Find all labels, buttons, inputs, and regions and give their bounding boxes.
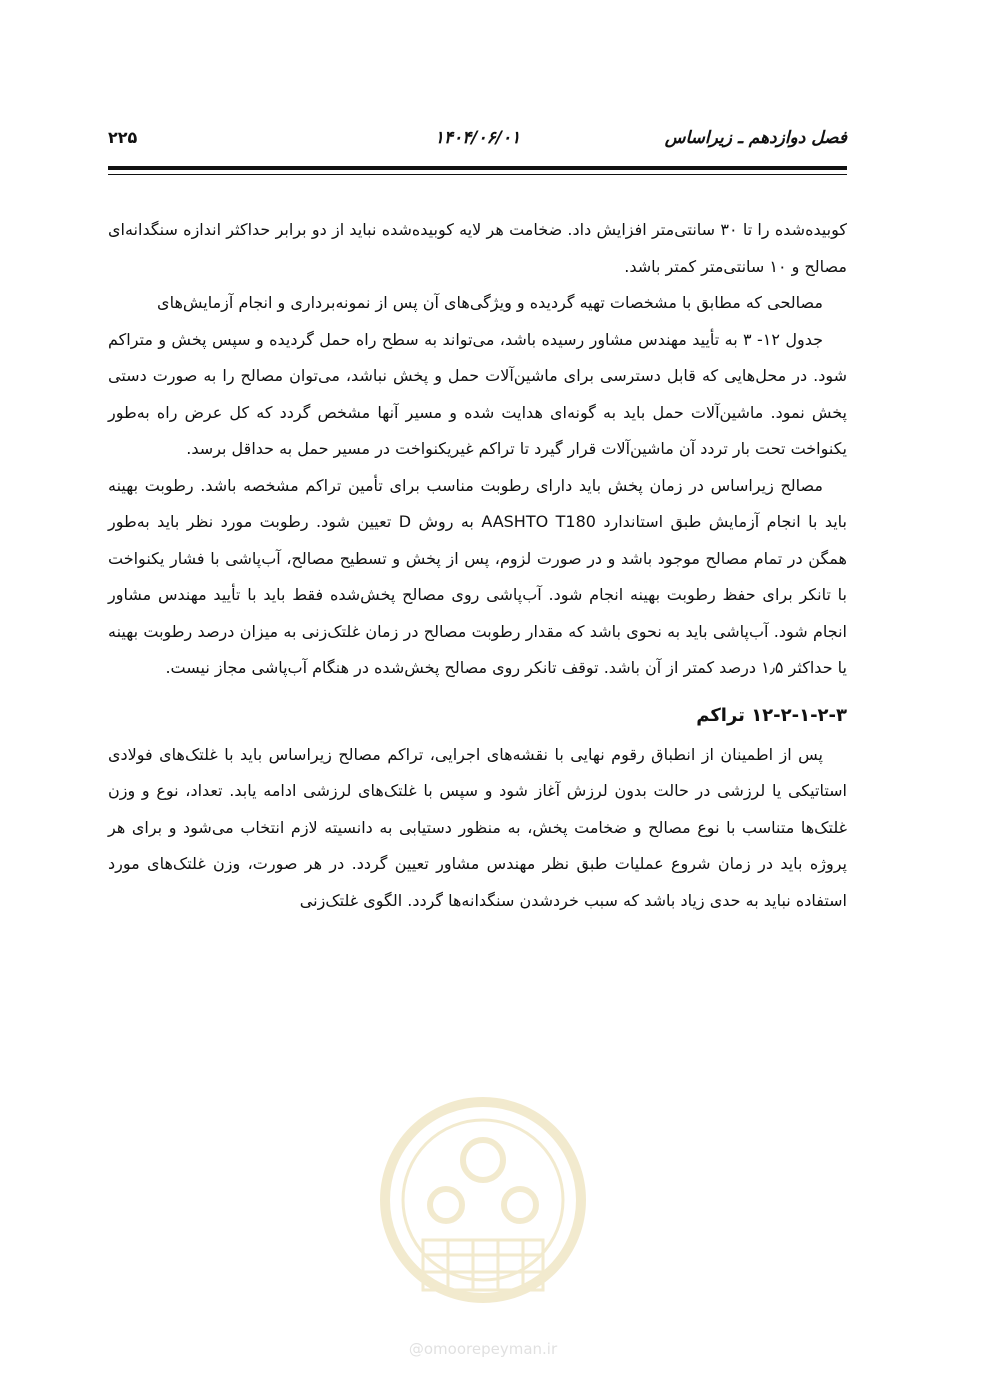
section-heading: ۱۲-۲-۱-۲-۳ تراکم <box>696 704 847 726</box>
page-body <box>108 212 847 919</box>
header-rule-thick <box>108 166 847 170</box>
header-date: ۱۴۰۴/۰۶/۰۱ <box>434 128 521 148</box>
watermark-text: @omoorepeyman.ir <box>408 1340 558 1358</box>
paragraph: پس از اطمینان از انطباق رقوم نهایی با نقشه‌های اجرایی، تراکم مصالح زیراساس باید با غلتک‌های فولادی استاتیکی یا لرزشی در حالت بدون لرزش آغاز شود و سپس با غلتک‌های لرزشی ادامه یابد. تعداد، نوع و وزن غلتک‌ها متناسب با نوع مصالح و ضخامت پخش، به منظور دستیابی به دانسیته لازم انتخاب می‌شود و برای هر پروژه باید در زمان شروع عملیات طبق نظر مهندس مشاور تعیین گردد. در هر صورت، وزن غلتک‌های مورد استفاده نباید به حدی زیاد باشد که سبب خردشدن سنگدانه‌ها گردد. الگوی غلتک‌زنی <box>108 744 847 910</box>
paragraph: مصالح زیراساس در زمان پخش باید دارای رطوبت مناسب برای تأمین تراکم مشخصه باشد. رطوبت بهینه باید با انجام آزمایش طبق استاندارد AASHTO T180 به روش D تعیین شود. رطوبت مورد نظر باید به‌طور همگن در تمام مصالح موجود باشد و در صورت لزوم، پس از پخش و تسطیح مصالح، آب‌پاشی با فشار یکنواخت با تانکر برای حفظ رطوبت بهینه انجام شود. آب‌پاشی روی مصالح پخش‌شده فقط باید با تأیید مهندس مشاور انجام شود. آب‌پاشی باید به نحوی باشد که مقدار رطوبت مصالح در زمان غلتک‌زنی به میزان درصد رطوبت بهینه یا حداکثر ۱٫۵ درصد کمتر از آن باشد. توقف تانکر روی مصالح پخش‌شده در هنگام آب‌پاشی مجاز نیست. <box>108 475 848 677</box>
paragraph: جدول ۱۲- ۳ به تأیید مهندس مشاور رسیده باشد، می‌تواند به سطح راه حمل گردیده و سپس پخش و متراکم شود. در محل‌هایی که قابل دسترسی برای ماشین‌آلات حمل و پخش نباشد، می‌توان مصالح را به صورت دستی پخش نمود. ماشین‌آلات حمل باید به گونه‌ای هدایت شده و مسیر آنها مشخص گردد که کل عرض راه به‌طور یکنواخت تحت بار تردد آن ماشین‌آلات قرار گیرد تا تراکم غیریکنواخت در مسیر حمل به حداقل برسد. <box>108 329 847 458</box>
watermark-seal-icon <box>368 1090 598 1340</box>
header-rule-thin <box>108 174 847 175</box>
paragraph: مصالحی که مطابق با مشخصات تهیه گردیده و ویژگی‌های آن پس از نمونه‌برداری و انجام آزمایش‌های <box>157 293 823 312</box>
chapter-title: فصل دوازدهم ـ زیراساس <box>664 128 847 148</box>
watermark-logo <box>368 1090 598 1360</box>
paragraph: کوبیده‌شده را تا ۳۰ سانتی‌متر افزایش داد. ضخامت هر لایه کوبیده‌شده نباید از دو برابر حداکثر اندازه سنگدانه‌ای مصالح و ۱۰ سانتی‌متر کمتر باشد. <box>108 220 848 276</box>
page-number: ۲۲۵ <box>108 128 138 147</box>
page-header <box>108 128 847 158</box>
